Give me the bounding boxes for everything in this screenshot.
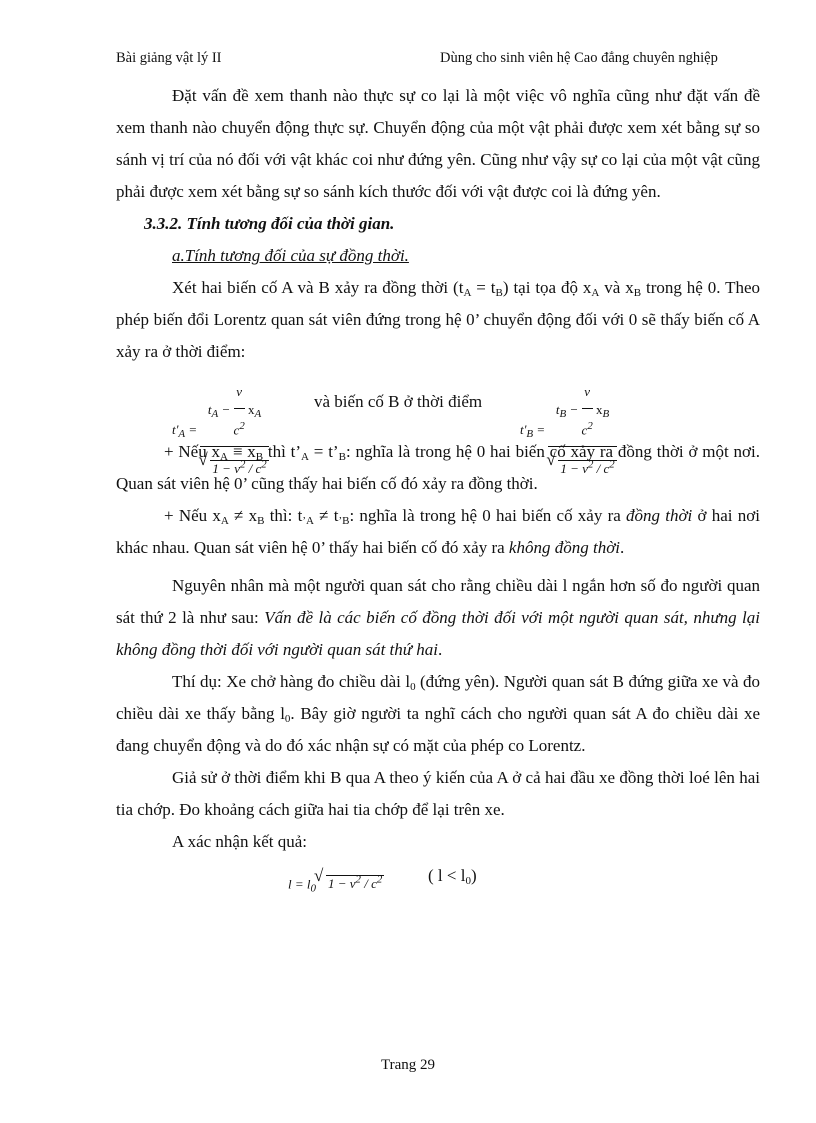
formula-tB: $t'_B$ = $t_B$ − $\frac{v}{c^2}$ $x_B$ √ $1 - v^2 / c^2$: [520, 376, 617, 485]
length-contraction-formula: $l = l_0√$ $1 - v^2 / c^2$ ( $l < l_0$): [116, 858, 760, 898]
header-right: Dùng cho sinh viên hệ Cao đẳng chuyên nghiệp: [440, 50, 718, 66]
paragraph-2: Xét hai biến cố A và B xảy ra đồng thời $(t_A = t_B)$ tại tọa độ $x_A$ và $x_B$ trong hệ 0. Theo phép biến đổi Lorentz quan sát viên đứng trong hệ 0’ chuyển động đối với 0 sẽ thấy biến cố A xảy ra ở thời điểm:: [116, 278, 761, 361]
paragraph-cause: Nguyên nhân mà một người quan sát cho rằng chiều dài l ngắn hơn số đo người quan sát thứ 2 là như sau: Vấn đề là các biến cố đồng thời đối với một người quan sát, nhưng lại không đồng thời đối với người quan sát thứ hai.: [116, 576, 760, 659]
header-left: Bài giảng vật lý II: [116, 50, 222, 66]
formula-connector-text: và biến cố B ở thời điểm: [314, 392, 483, 411]
paragraph-1: Đặt vấn đề xem thanh nào thực sự co lại là một việc vô nghĩa cũng như đặt vấn đề xem thanh nào chuyển động thực sự. Chuyển động của một vật phải được xem xét bằng sự so sánh vị trí của nó đối với vật khác coi như đứng yên. Cũng như vậy sự co lại của một vật cũng phải được xem xét bằng sự so sánh kích thước đối với vật được coi là đứng yên.: [116, 86, 760, 201]
case-different-positions: + Nếu $x_A \ne x_B$ thì: $t_{’A} \ne t_{’B}$: nghĩa là trong hệ 0 hai biến cố xảy ra đồng thời ở hai nơi khác nhau. Quan sát viên hệ 0’ thấy hai biến cố đó xảy ra không đồng thời.: [116, 506, 760, 557]
paragraph-flashes: Giả sử ở thời điểm khi B qua A theo ý kiến của A ở cả hai đầu xe đồng thời loé lên hai tia chớp. Đo khoảng cách giữa hai tia chớp để lại trên xe.: [116, 768, 760, 819]
formula-tA: $t'_A$ = $t_A$ − $\frac{v}{c^2}$ $x_A$ √ $1 - v^2 / c^2$: [172, 376, 269, 485]
page-body: [116, 80, 760, 898]
paragraph-example: Thí dụ: Xe chở hàng đo chiều dài $l_0$ (đứng yên). Người quan sát B đứng giữa xe và đo chiều dài xe thấy bằng $l_0$. Bây giờ người ta nghĩ cách cho người quan sát A đo chiều dài xe đang chuyển động và do đó xác nhận sự có mặt của phép co Lorentz.: [116, 672, 760, 755]
length-condition: ( $l < l_0$): [428, 866, 477, 887]
section-heading: 3.3.2. Tính tương đối của thời gian.: [144, 214, 395, 233]
page-number: Trang 29: [380, 1057, 436, 1073]
sub-heading: a.Tính tương đối của sự đồng thời.: [172, 246, 409, 265]
case-equal-positions: + Nếu $x_A \equiv x_B$ thì $t’_A$ = $t’_B$: nghĩa là trong hệ 0 hai biến cố xảy ra đồng thời ở một nơi. Quan sát viên hệ 0’ cũng thấy hai biến cố đó xảy ra đồng thời.: [116, 442, 760, 493]
paragraph-result: A xác nhận kết quả:: [172, 832, 308, 851]
